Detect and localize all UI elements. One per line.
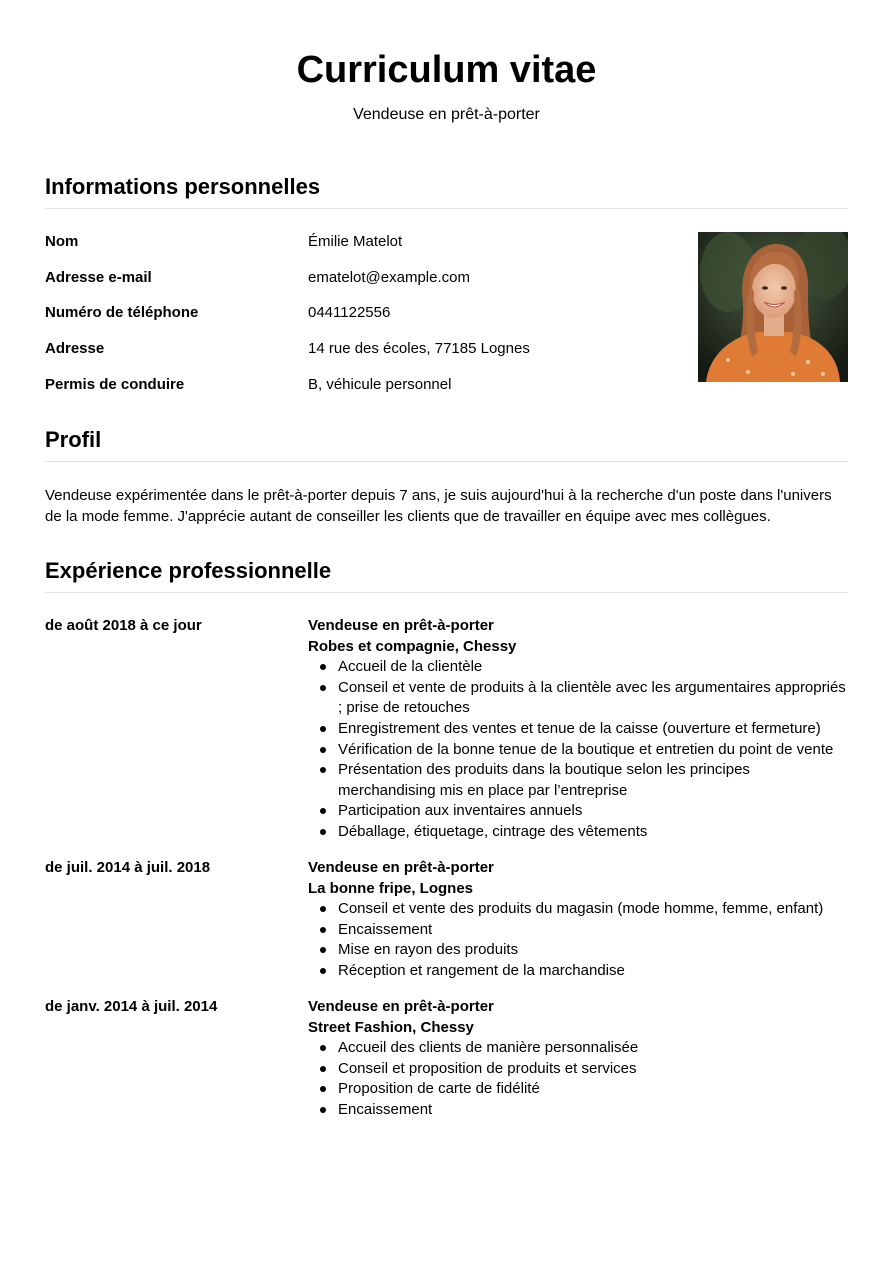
info-row-license: [45, 374, 685, 396]
task-item: Conseil et vente des produits du magasin (mode homme, femme, enfant): [338, 899, 848, 920]
company-name: Street Fashion, Chessy: [308, 1018, 474, 1036]
info-label: Nom: [45, 233, 79, 250]
experience-dates: de août 2018 à ce jour: [45, 617, 202, 634]
task-item: Conseil et vente de produits à la clientèle avec les argumentaires appropriés ; prise de retouches: [338, 678, 848, 719]
experience-heading: Expérience professionnelle: [45, 556, 848, 593]
task-item: Conseil et proposition de produits et services: [338, 1059, 848, 1080]
info-value: B, véhicule personnel: [308, 376, 452, 393]
task-item: Vérification de la bonne tenue de la boutique et entretien du point de vente: [338, 740, 848, 761]
task-item: Déballage, étiquetage, cintrage des vêtements: [338, 822, 848, 843]
task-item: Participation aux inventaires annuels: [338, 801, 848, 822]
task-item: Accueil de la clientèle: [338, 657, 848, 678]
profile-photo: [698, 232, 848, 382]
task-list: [308, 899, 848, 981]
task-list: [308, 657, 848, 842]
task-item: Mise en rayon des produits: [338, 940, 848, 961]
job-title: Vendeuse en prêt-à-porter: [308, 998, 494, 1015]
experience-details: [308, 858, 848, 982]
document-title: Curriculum vitae: [296, 49, 597, 91]
personal-info-heading: Informations personnelles: [45, 172, 848, 209]
task-item: Réception et rangement de la marchandise: [338, 961, 848, 982]
job-title: Vendeuse en prêt-à-porter: [308, 859, 494, 876]
experience-details: [308, 616, 848, 843]
experience-dates: de juil. 2014 à juil. 2018: [45, 859, 211, 876]
company-name: La bonne fripe, Lognes: [308, 879, 474, 897]
task-item: Encaissement: [338, 1100, 848, 1121]
info-row-address: [45, 338, 685, 360]
company-name: Robes et compagnie, Chessy: [308, 637, 517, 655]
task-item: Présentation des produits dans la boutique selon les principes merchandising mis en place par l’entreprise: [338, 760, 848, 801]
info-value: ematelot@example.com: [308, 269, 470, 286]
profile-text: Vendeuse expérimentée dans le prêt-à-porter depuis 7 ans, je suis aujourd'hui à la recherche d'un poste dans l'univers de la mode femme. J'apprécie autant de conseiller les clients que de travailler en équipe avec mes collègues.: [45, 487, 832, 525]
task-item: Accueil des clients de manière personnalisée: [338, 1038, 848, 1059]
task-item: Enregistrement des ventes et tenue de la caisse (ouverture et fermeture): [338, 719, 848, 740]
info-row-phone: [45, 302, 685, 324]
info-row-name: [45, 231, 685, 253]
info-row-email: [45, 267, 685, 289]
info-label: Numéro de téléphone: [45, 304, 199, 321]
task-list: [308, 1038, 848, 1120]
info-label: Permis de conduire: [45, 376, 185, 393]
job-title: Vendeuse en prêt-à-porter: [308, 617, 494, 634]
info-label: Adresse: [45, 340, 105, 357]
experience-dates: de janv. 2014 à juil. 2014: [45, 998, 218, 1015]
info-value: 0441122556: [308, 304, 391, 321]
info-value: 14 rue des écoles, 77185 Lognes: [308, 340, 530, 357]
info-value: Émilie Matelot: [308, 233, 403, 250]
document-subtitle: Vendeuse en prêt-à-porter: [353, 106, 540, 123]
task-item: Proposition de carte de fidélité: [338, 1079, 848, 1100]
task-item: Encaissement: [338, 920, 848, 941]
experience-details: [308, 997, 848, 1121]
info-label: Adresse e-mail: [45, 269, 152, 286]
profile-heading: Profil: [45, 425, 848, 462]
